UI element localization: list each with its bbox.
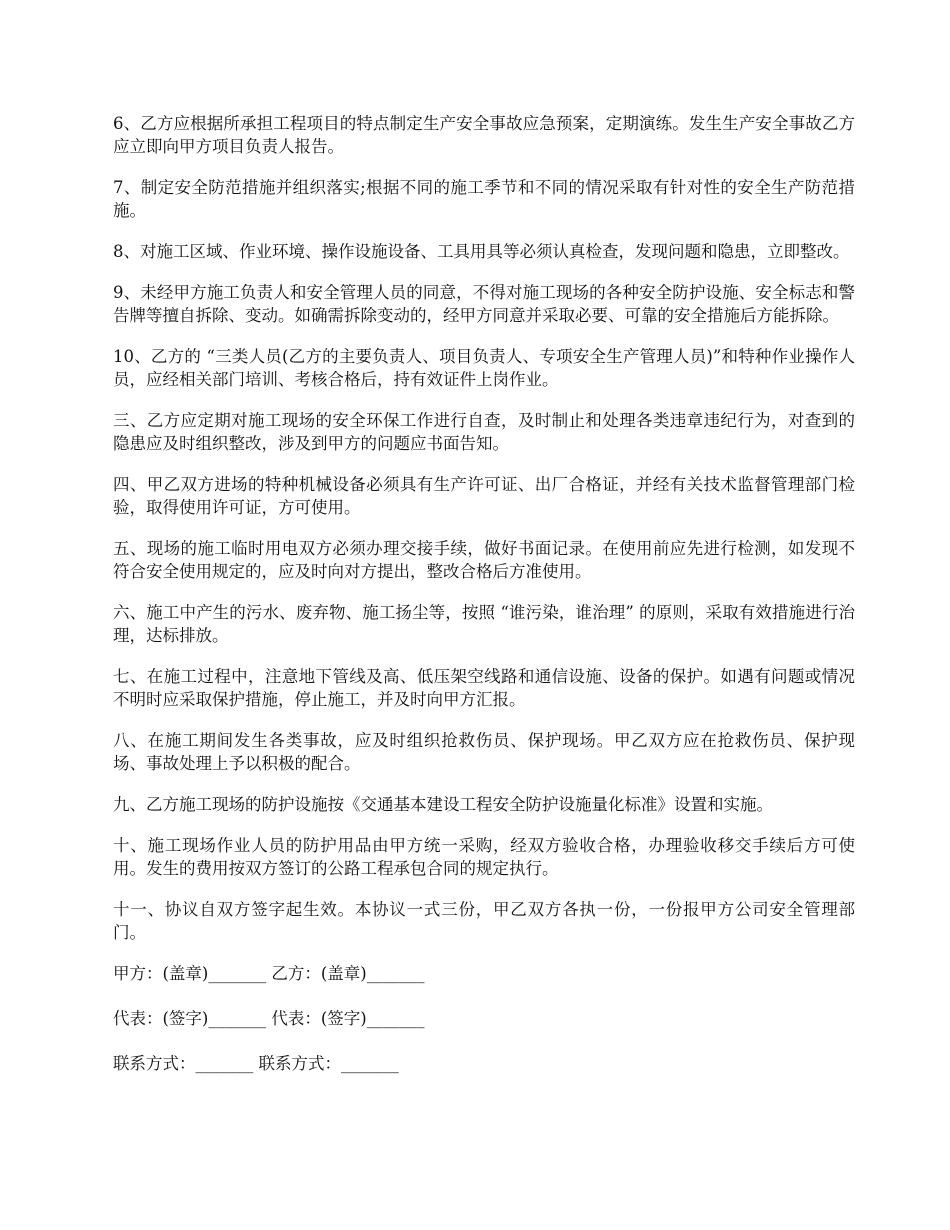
document-body <box>113 112 855 1097</box>
clause-8: 8、对施工区域、作业环境、操作设施设备、工具用具等必须认真检查，发现问题和隐患，立即整改。 <box>113 242 850 261</box>
section-11: 十一、协议自双方签字起生效。本协议一式三份，甲乙双方各执一份，一份报甲方公司安全管理部门。 <box>113 900 855 942</box>
clause-9: 9、未经甲方施工负责人和安全管理人员的同意，不得对施工现场的各种安全防护设施、安全标志和警告牌等擅自拆除、变动。如确需拆除变动的，经甲方同意并采取必要、可靠的安全措施后方能拆除。 <box>113 283 855 325</box>
clause-6: 6、乙方应根据所承担工程项目的特点制定生产安全事故应急预案，定期演练。发生生产安全事故乙方应立即向甲方项目负责人报告。 <box>113 114 855 156</box>
section-10: 十、施工现场作业人员的防护用品由甲方统一采购，经双方验收合格，办理验收移交手续后方可使用。发生的费用按双方签订的公路工程承包合同的规定执行。 <box>113 836 855 878</box>
section-6: 六、施工中产生的污水、废弃物、施工扬尘等，按照 “谁污染，谁治理” 的原则，采取有效措施进行治理，达标排放。 <box>113 603 855 645</box>
section-3: 三、乙方应定期对施工现场的安全环保工作进行自查，及时制止和处理各类违章违纪行为，对查到的隐患应及时组织整改，涉及到甲方的问题应书面告知。 <box>113 411 855 453</box>
section-4: 四、甲乙双方进场的特种机械设备必须具有生产许可证、出厂合格证，并经有关技术监督管理部门检验，取得使用许可证，方可使用。 <box>113 475 855 517</box>
section-5: 五、现场的施工临时用电双方必须办理交接手续，做好书面记录。在使用前应先进行检测，如发现不符合安全使用规定的，应及时向对方提出，整改合格后方准使用。 <box>113 539 855 581</box>
signature-contact-line: 联系方式：_______ 联系方式：_______ <box>113 1054 399 1073</box>
section-7: 七、在施工过程中，注意地下管线及高、低压架空线路和通信设施、设备的保护。如遇有问题或情况不明时应采取保护措施，停止施工，并及时向甲方汇报。 <box>113 667 855 709</box>
signature-seal-line: 甲方：(盖章)_______ 乙方：(盖章)_______ <box>113 964 425 983</box>
signature-representative-line: 代表：(签字)_______ 代表：(签字)_______ <box>113 1009 425 1028</box>
clause-10: 10、乙方的 “三类人员(乙方的主要负责人、项目负责人、专项安全生产管理人员)”和特种作业操作人员，应经相关部门培训、考核合格后，持有效证件上岗作业。 <box>113 347 855 389</box>
clause-7: 7、制定安全防范措施并组织落实;根据不同的施工季节和不同的情况采取有针对性的安全生产防范措施。 <box>113 178 855 220</box>
section-9: 九、乙方施工现场的防护设施按《交通基本建设工程安全防护设施量化标准》设置和实施。 <box>113 795 773 814</box>
section-8: 八、在施工期间发生各类事故，应及时组织抢救伤员、保护现场。甲乙双方应在抢救伤员、保护现场、事故处理上予以积极的配合。 <box>113 731 855 773</box>
